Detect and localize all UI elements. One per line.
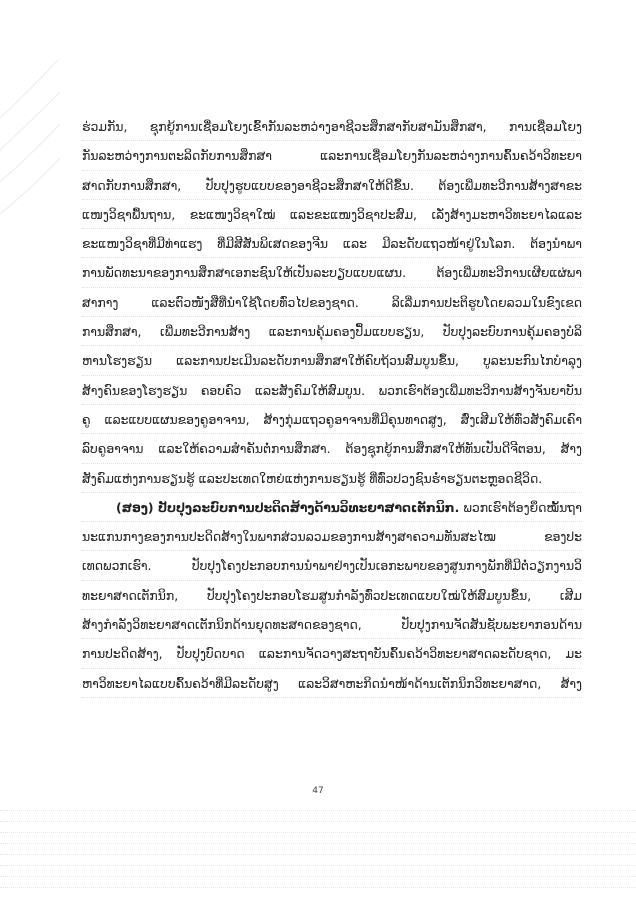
text-line: ການປະດິດສ້າງ, ປັບປຸງບົດບາດ ແລະການຈັດວາງສະຖາບັນຄົ້ນຄວ້າວິທະຍາສາດລະດັບຊາດ, ມະ — [82, 639, 582, 668]
text-fragment: ພວກເຮົາຕ້ອງຍຶດໝັ້ນຖາ — [463, 499, 582, 515]
text-line: ສັງຄົມແຫ່ງການຮຽນຮູ້ ແລະປະເທດໃຫຍ່ແຫ່ງການຮຽນຮູ້ ທີ່ທົ່ວປວງຊົນຮ່ຳຮຽນຕະຫຼອດຊີວິດ. — [82, 464, 582, 493]
ruled-line — [0, 877, 636, 888]
text-line: ແໜງວິຊາພື້ນຖານ, ຂະແໜງວິຊາໃໝ່ ແລະຂະແໜງວິຊາປະສົມ, ເລັ່ງສ້າງມະຫາວິທະຍາໄລແລະ — [82, 200, 582, 229]
text-line: ທະຍາສາດເຕັກນິກ, ປັບປຸງໂຄງປະກອບໂຮມສູນກຳລັງທົ່ວປະເທດແບບໃໝ່ໃຫ້ສົມບູນຂຶ້ນ, ເສີມ — [82, 581, 582, 610]
ruled-line — [0, 811, 636, 822]
text-line: ສ້າງຄົນຂອງໂຮງຮຽນ ຄອບຄົວ ແລະສັງຄົມໃຫ້ສົມບູນ. ພວກເຮົາຕ້ອງເພີ່ມທະວີການສ້າງຈັນຍາບັນ — [82, 376, 582, 405]
text-line: ນະແກນກາງຂອງການປະດິດສ້າງໃນພາກສ່ວນລວມຂອງການສ້າງສາຄວາມທັນສະໄໝ ຂອງປະ — [82, 522, 582, 551]
text-line: ຄູ ແລະແບບແຜນຂອງຄູອາຈານ, ສ້າງກຸ່ມແຖວຄູອາຈານທີ່ມີຄຸນທາດສູງ, ສົ່ງເສີມໃຫ້ທົ່ວສັງຄົມເຄົາ — [82, 405, 582, 434]
text-line: ຮ່ວມກັນ, ຊຸກຍູ້ການເຊື່ອມໂຍງເຂົ້າກັນລະຫວ່າງອາຊີວະສຶກສາກັບສາມັນສຶກສາ, ການເຊື່ອມໂຍງ — [82, 112, 582, 141]
text-line: ກັນລະຫວ່າງການຕະລິດກັບການສຶກສາ ແລະການເຊື່ອມໂຍງກັນລະຫວ່າງການຄົ້ນຄວ້າວິທະຍາ — [82, 141, 582, 170]
page-number: 47 — [312, 786, 324, 796]
ruled-line — [0, 833, 636, 844]
ruled-line — [0, 844, 636, 855]
ruled-line — [0, 800, 636, 811]
section-heading: (ສອງ) ປັບປຸງລະບົບການປະດິດສ້າງດ້ານວິທະຍາສາດເຕັກນິກ. — [116, 499, 460, 515]
text-line: ຫາວິທະຍາໄລແບບຄົ້ນຄວ້າທີ່ມີລະດັບສູງ ແລະວິສາຫະກິດນຳໜ້າດ້ານເຕັກນິກວິທະຍາສາດ, ສ້າງ — [82, 669, 582, 698]
ruled-lines-decoration — [0, 800, 636, 900]
corner-lines-decoration — [0, 0, 60, 230]
text-line: ສາກາງ ແລະຕົວໜັງສືທີ່ນຳໃຊ້ໂດຍທົ່ວໄປຂອງຊາດ. ລິເລີ່ມການປະຕິຮູບໂດຍລວມໃນຂົງເຂດ — [82, 288, 582, 317]
text-line: ສາດກັບການສຶກສາ, ປັບປຸງຮູບແບບຂອງອາຊີວະສຶກສາໃຫ້ດີຂຶ້ນ. ຕ້ອງເພີ່ມທະວີການສ້າງສາຂະ — [82, 171, 582, 200]
text-line: ການສຶກສາ, ເພີ່ມທະວີການສ້າງ ແລະການຄຸ້ມຄອງປຶ້ມແບບຮຽນ, ປັບປຸງລະບົບການຄຸ້ມຄອງບໍລິ — [82, 317, 582, 346]
text-line: ການພັດທະນາຂອງການສຶກສາເອກະຊົນໃຫ້ເປັນລະບຽບແບບແຜນ. ຕ້ອງເພີ່ມທະວີການເຜີຍແຜ່ພາ — [82, 258, 582, 287]
text-line: ຫານໂຮງຮຽນ ແລະການປະເມີນລະດັບການສຶກສາໃຫ້ຄົບຖ້ວນສົມບູນຂຶ້ນ, ບູລະນະກົນໄກບໍາລຸງ — [82, 346, 582, 375]
ruled-line — [0, 855, 636, 866]
text-line: ລົບຄູອາຈານ ແລະໃຫ້ຄວາມສຳຄັນຕໍ່ການສຶກສາ. ຕ້ອງຊຸກຍູ້ການສຶກສາໃຫ້ທັນເປັນດີຈີຕອນ, ສ້າງ — [82, 434, 582, 463]
text-line: ສ້າງກຳລັງວິທະຍາສາດເຕັກນິກດ້ານຍຸດທະສາດຂອງຊາດ, ປັບປຸງການຈັດສັນຊັບພະຍາກອນດ້ານ — [82, 610, 582, 639]
ruled-line — [0, 866, 636, 877]
text-line: ເທດພວກເຮົາ. ປັບປຸງໂຄງປະກອບການນຳພາຢ່າງເປັນເອກະພາບຂອງສູນກາງພັກທີ່ມີຕໍ່ວຽກງານວິ — [82, 551, 582, 580]
ruled-line — [0, 822, 636, 833]
section-heading-line — [82, 493, 582, 522]
body-text — [82, 112, 582, 698]
text-line: ຂະແໜງວິຊາທີ່ມີທ່າແຮງ ທີ່ມີສີສັນພິເສດຂອງຈີນ ແລະ ມີລະດັບແຖວໜ້າຢູ່ໃນໂລກ. ຕ້ອງນຳພາ — [82, 229, 582, 258]
